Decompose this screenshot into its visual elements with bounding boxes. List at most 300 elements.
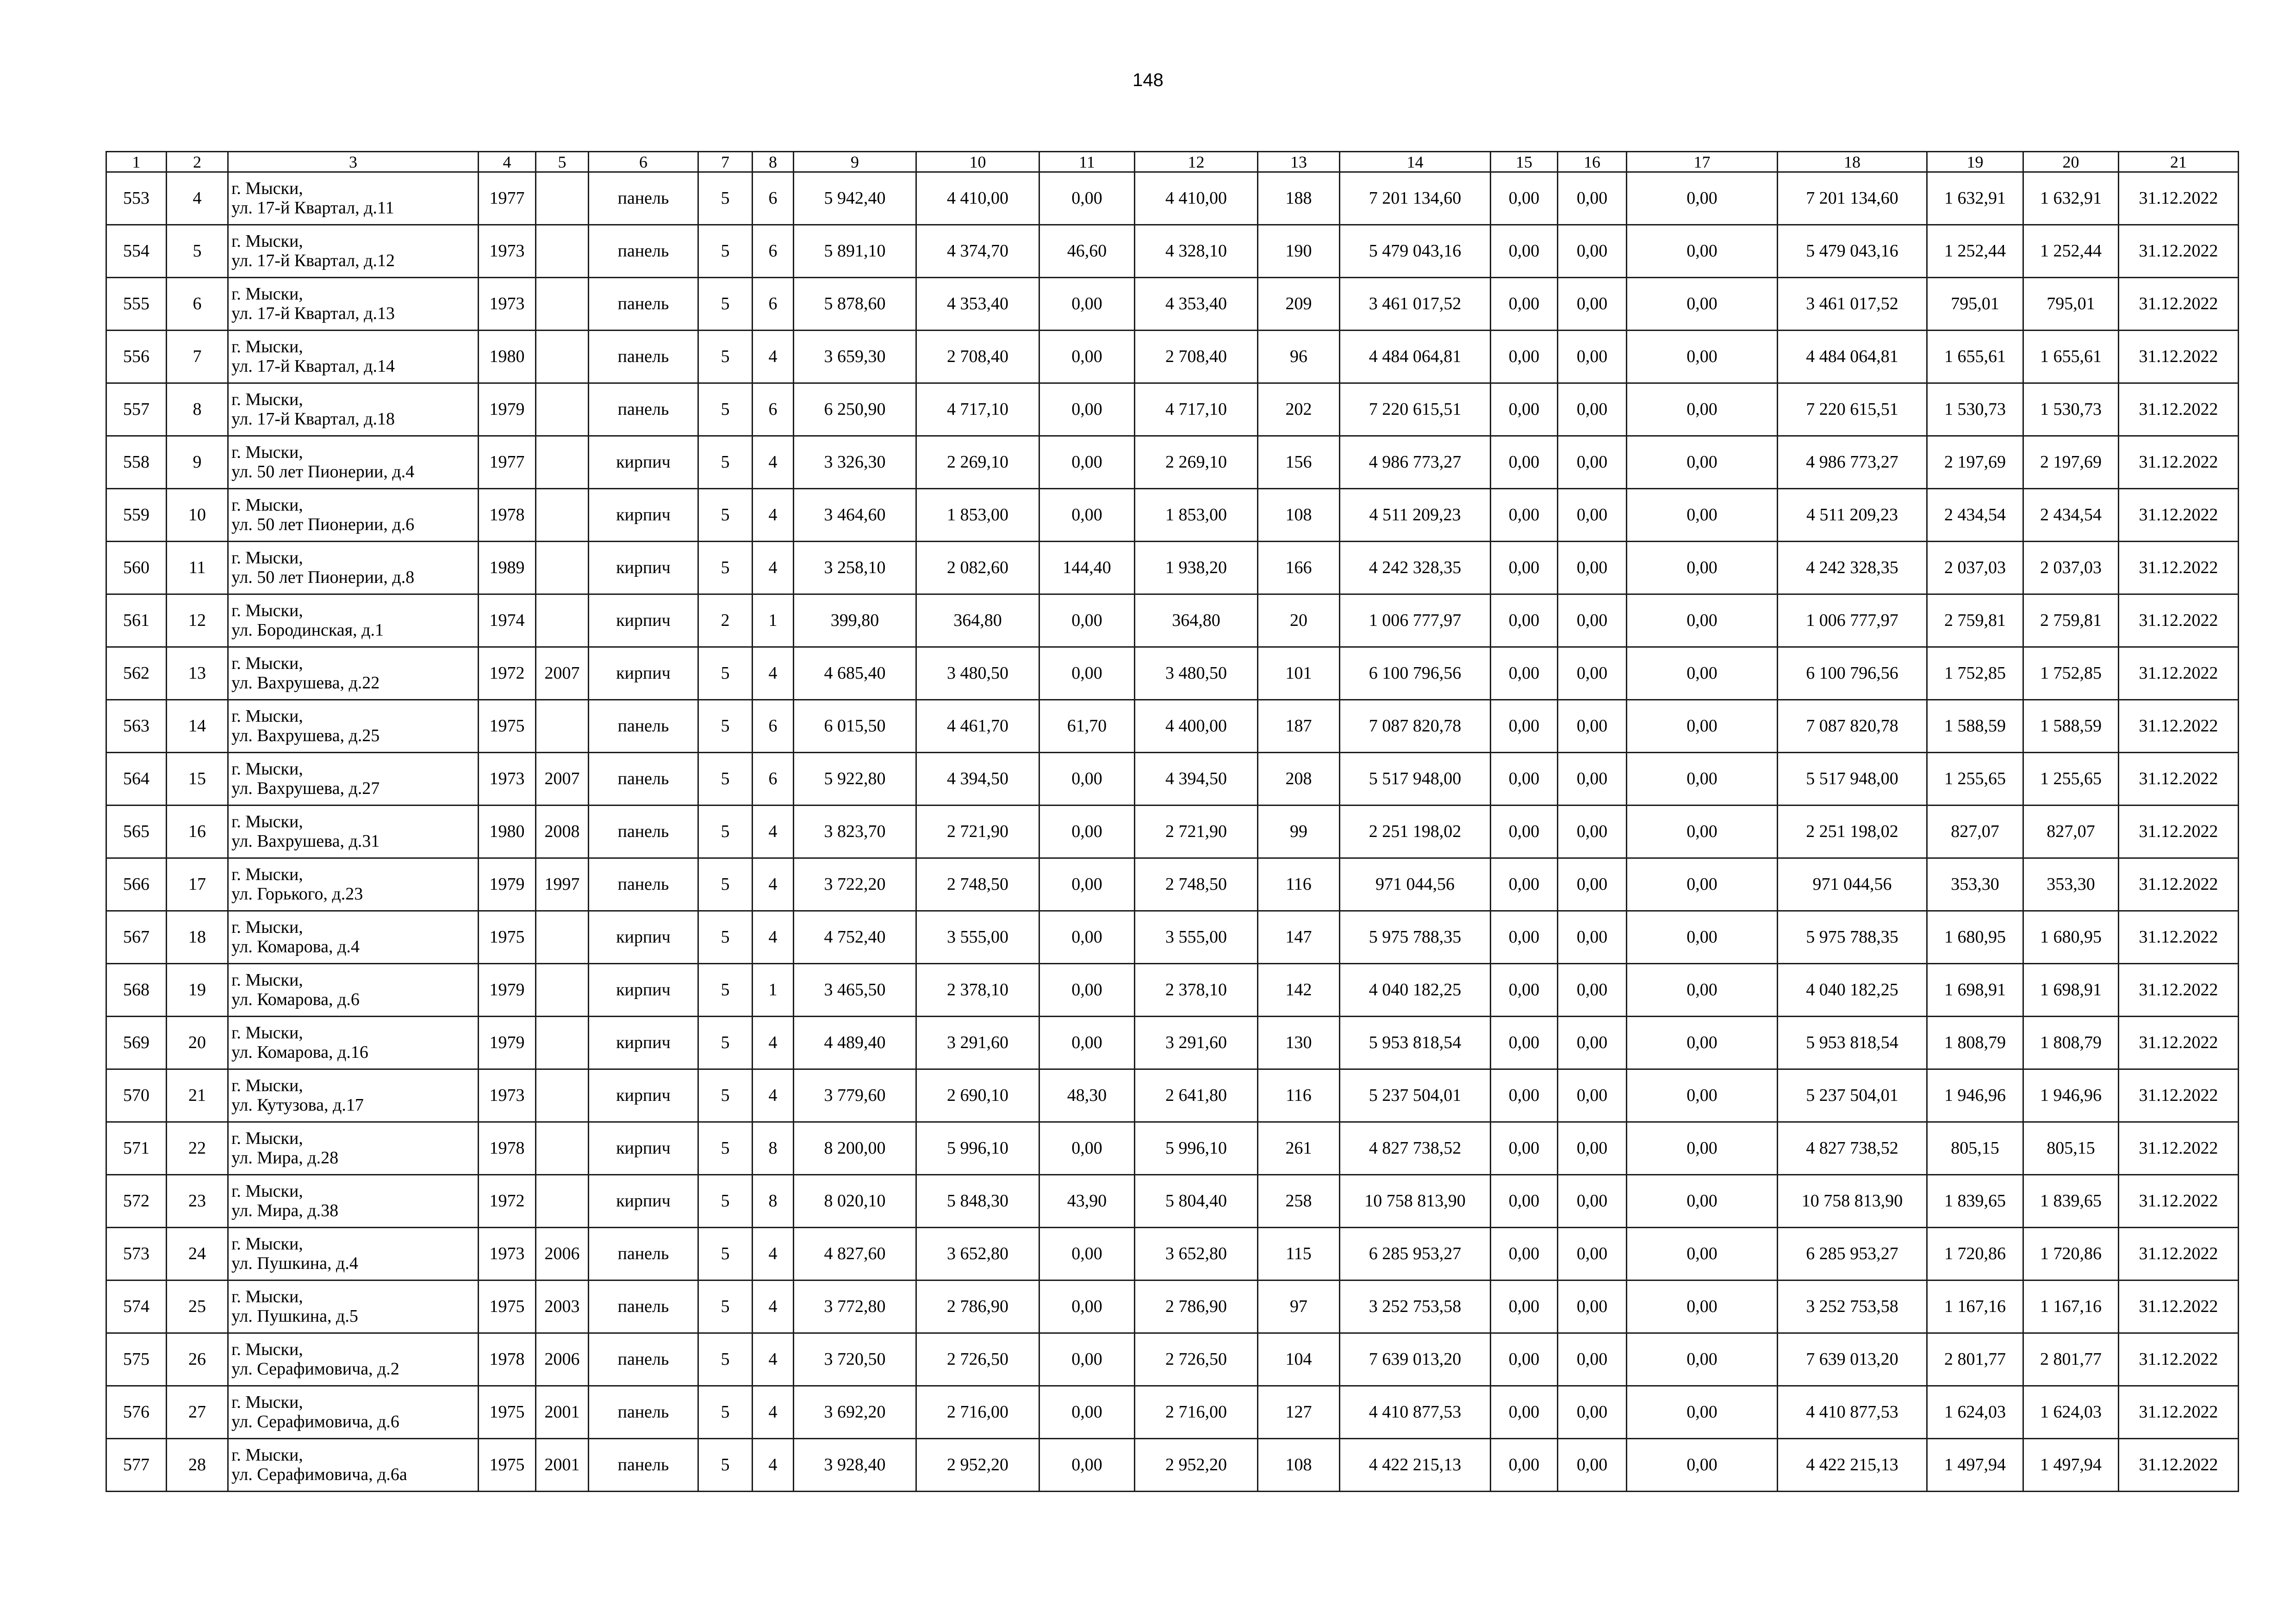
address-city: г. Мыски, [231, 654, 303, 674]
address-cell [228, 1439, 479, 1492]
commissioning-year-cell: 1972 [479, 1175, 536, 1228]
last-overhaul-year-cell [536, 331, 589, 383]
entrances-count-cell: 4 [753, 911, 794, 964]
owners-funds-cell: 5 975 788,35 [1778, 911, 1927, 964]
wall-material-cell: кирпич [589, 647, 698, 700]
address-street: ул. Мира, д.38 [231, 1200, 339, 1220]
completion-date-cell: 31.12.2022 [2119, 1333, 2239, 1386]
last-overhaul-year-cell: 2007 [536, 647, 589, 700]
commissioning-year-cell: 1972 [479, 647, 536, 700]
column-number-header: 12 [1135, 152, 1258, 172]
item-number-cell: 13 [167, 647, 228, 700]
residents-count-cell: 190 [1258, 225, 1340, 278]
owners-funds-cell: 4 986 773,27 [1778, 436, 1927, 489]
unit-cost-cell: 1 588,59 [1927, 700, 2023, 753]
completion-date-cell: 31.12.2022 [2119, 1122, 2239, 1175]
unit-cost-limit-cell: 1 530,73 [2023, 383, 2119, 436]
premises-area-cell: 3 480,50 [916, 647, 1039, 700]
data-table [106, 151, 2239, 1492]
last-overhaul-year-cell [536, 1017, 589, 1069]
unit-cost-limit-cell: 1 946,96 [2023, 1069, 2119, 1122]
address-cell [228, 383, 479, 436]
address-cell [228, 1017, 479, 1069]
total-area-cell: 399,80 [794, 594, 916, 647]
address-street: ул. Вахрушева, д.22 [231, 673, 380, 693]
address-cell [228, 172, 479, 225]
residents-count-cell: 147 [1258, 911, 1340, 964]
total-area-cell: 3 772,80 [794, 1280, 916, 1333]
entrances-count-cell: 4 [753, 858, 794, 911]
unit-cost-limit-cell: 2 434,54 [2023, 489, 2119, 542]
wall-material-cell: панель [589, 1386, 698, 1439]
commissioning-year-cell: 1975 [479, 1439, 536, 1492]
local-budget-share-cell: 0,00 [1627, 278, 1778, 331]
premises-area-residential-cell: 4 400,00 [1135, 700, 1258, 753]
table-row [106, 1228, 2239, 1280]
fund-share-cell: 0,00 [1491, 1333, 1558, 1386]
residents-count-cell: 261 [1258, 1122, 1340, 1175]
entrances-count-cell: 4 [753, 436, 794, 489]
regional-budget-share-cell: 0,00 [1558, 225, 1627, 278]
residents-count-cell: 188 [1258, 172, 1340, 225]
completion-date-cell: 31.12.2022 [2119, 489, 2239, 542]
local-budget-share-cell: 0,00 [1627, 1280, 1778, 1333]
repair-cost-total-cell: 4 242 328,35 [1340, 542, 1491, 594]
last-overhaul-year-cell: 2006 [536, 1333, 589, 1386]
commissioning-year-cell: 1989 [479, 542, 536, 594]
regional-budget-share-cell: 0,00 [1558, 964, 1627, 1017]
entrances-count-cell: 4 [753, 806, 794, 858]
repair-cost-total-cell: 3 461 017,52 [1340, 278, 1491, 331]
item-number-cell: 14 [167, 700, 228, 753]
unit-cost-limit-cell: 1 167,16 [2023, 1280, 2119, 1333]
address-city: г. Мыски, [231, 865, 303, 885]
address-cell [228, 1228, 479, 1280]
fund-share-cell: 0,00 [1491, 806, 1558, 858]
premises-area-residential-cell: 2 708,40 [1135, 331, 1258, 383]
unit-cost-cell: 353,30 [1927, 858, 2023, 911]
owners-funds-cell: 7 639 013,20 [1778, 1333, 1927, 1386]
total-area-cell: 4 827,60 [794, 1228, 916, 1280]
entrances-count-cell: 4 [753, 1333, 794, 1386]
last-overhaul-year-cell: 2007 [536, 753, 589, 806]
repair-cost-total-cell: 971 044,56 [1340, 858, 1491, 911]
table-row [106, 700, 2239, 753]
wall-material-cell: панель [589, 806, 698, 858]
table-row [106, 1069, 2239, 1122]
premises-area-cell: 2 716,00 [916, 1386, 1039, 1439]
regional-budget-share-cell: 0,00 [1558, 647, 1627, 700]
fund-share-cell: 0,00 [1491, 1386, 1558, 1439]
local-budget-share-cell: 0,00 [1627, 1228, 1778, 1280]
repair-cost-total-cell: 7 220 615,51 [1340, 383, 1491, 436]
residents-count-cell: 166 [1258, 542, 1340, 594]
commissioning-year-cell: 1980 [479, 331, 536, 383]
column-number-header: 3 [228, 152, 479, 172]
premises-area-cell: 4 394,50 [916, 753, 1039, 806]
owners-funds-cell: 7 201 134,60 [1778, 172, 1927, 225]
regional-budget-share-cell: 0,00 [1558, 383, 1627, 436]
unit-cost-cell: 1 255,65 [1927, 753, 2023, 806]
address-street: ул. Бородинская, д.1 [231, 620, 384, 640]
premises-area-residential-cell: 2 721,90 [1135, 806, 1258, 858]
completion-date-cell: 31.12.2022 [2119, 1228, 2239, 1280]
address-cell [228, 331, 479, 383]
column-number-header: 13 [1258, 152, 1340, 172]
premises-area-cell: 5 848,30 [916, 1175, 1039, 1228]
last-overhaul-year-cell [536, 489, 589, 542]
row-number-cell: 572 [106, 1175, 167, 1228]
column-number-header: 5 [536, 152, 589, 172]
wall-material-cell: панель [589, 383, 698, 436]
address-street: ул. Серафимовича, д.6 [231, 1412, 399, 1431]
owners-funds-cell: 5 517 948,00 [1778, 753, 1927, 806]
premises-area-other-cell: 0,00 [1039, 172, 1135, 225]
premises-area-residential-cell: 2 952,20 [1135, 1439, 1258, 1492]
wall-material-cell: панель [589, 753, 698, 806]
premises-area-residential-cell: 4 328,10 [1135, 225, 1258, 278]
total-area-cell: 3 326,30 [794, 436, 916, 489]
address-cell [228, 1069, 479, 1122]
entrances-count-cell: 4 [753, 1280, 794, 1333]
floors-count-cell: 5 [698, 700, 753, 753]
repair-cost-total-cell: 7 201 134,60 [1340, 172, 1491, 225]
floors-count-cell: 5 [698, 964, 753, 1017]
address-city: г. Мыски, [231, 1287, 303, 1307]
page-number: 148 [1132, 70, 1164, 90]
item-number-cell: 21 [167, 1069, 228, 1122]
address-cell [228, 436, 479, 489]
row-number-cell: 567 [106, 911, 167, 964]
regional-budget-share-cell: 0,00 [1558, 911, 1627, 964]
premises-area-cell: 3 555,00 [916, 911, 1039, 964]
premises-area-other-cell: 0,00 [1039, 647, 1135, 700]
regional-budget-share-cell: 0,00 [1558, 858, 1627, 911]
item-number-cell: 22 [167, 1122, 228, 1175]
regional-budget-share-cell: 0,00 [1558, 1175, 1627, 1228]
local-budget-share-cell: 0,00 [1627, 1069, 1778, 1122]
wall-material-cell: панель [589, 858, 698, 911]
unit-cost-limit-cell: 1 839,65 [2023, 1175, 2119, 1228]
address-city: г. Мыски, [231, 601, 303, 621]
row-number-cell: 559 [106, 489, 167, 542]
last-overhaul-year-cell [536, 964, 589, 1017]
local-budget-share-cell: 0,00 [1627, 489, 1778, 542]
total-area-cell: 8 020,10 [794, 1175, 916, 1228]
owners-funds-cell: 5 479 043,16 [1778, 225, 1927, 278]
last-overhaul-year-cell [536, 700, 589, 753]
owners-funds-cell: 2 251 198,02 [1778, 806, 1927, 858]
regional-budget-share-cell: 0,00 [1558, 1069, 1627, 1122]
owners-funds-cell: 4 827 738,52 [1778, 1122, 1927, 1175]
wall-material-cell: панель [589, 278, 698, 331]
fund-share-cell: 0,00 [1491, 1069, 1558, 1122]
wall-material-cell: панель [589, 225, 698, 278]
repair-cost-total-cell: 4 410 877,53 [1340, 1386, 1491, 1439]
residents-count-cell: 104 [1258, 1333, 1340, 1386]
commissioning-year-cell: 1973 [479, 1228, 536, 1280]
item-number-cell: 8 [167, 383, 228, 436]
table-row [106, 964, 2239, 1017]
address-street: ул. 50 лет Пионерии, д.6 [231, 514, 415, 534]
residents-count-cell: 116 [1258, 858, 1340, 911]
column-number-header: 4 [479, 152, 536, 172]
regional-budget-share-cell: 0,00 [1558, 331, 1627, 383]
table-row [106, 911, 2239, 964]
total-area-cell: 3 659,30 [794, 331, 916, 383]
commissioning-year-cell: 1980 [479, 806, 536, 858]
commissioning-year-cell: 1975 [479, 1386, 536, 1439]
row-number-cell: 568 [106, 964, 167, 1017]
address-city: г. Мыски, [231, 390, 303, 410]
column-number-header: 15 [1491, 152, 1558, 172]
wall-material-cell: панель [589, 1439, 698, 1492]
fund-share-cell: 0,00 [1491, 1280, 1558, 1333]
residents-count-cell: 108 [1258, 489, 1340, 542]
row-number-cell: 565 [106, 806, 167, 858]
row-number-cell: 557 [106, 383, 167, 436]
completion-date-cell: 31.12.2022 [2119, 278, 2239, 331]
repair-cost-total-cell: 4 422 215,13 [1340, 1439, 1491, 1492]
address-street: ул. 17-й Квартал, д.14 [231, 356, 395, 376]
residents-count-cell: 202 [1258, 383, 1340, 436]
premises-area-other-cell: 0,00 [1039, 331, 1135, 383]
premises-area-other-cell: 46,60 [1039, 225, 1135, 278]
regional-budget-share-cell: 0,00 [1558, 1439, 1627, 1492]
address-city: г. Мыски, [231, 1076, 303, 1096]
residents-count-cell: 258 [1258, 1175, 1340, 1228]
premises-area-other-cell: 0,00 [1039, 1017, 1135, 1069]
premises-area-cell: 5 996,10 [916, 1122, 1039, 1175]
row-number-cell: 555 [106, 278, 167, 331]
item-number-cell: 20 [167, 1017, 228, 1069]
repair-cost-total-cell: 5 953 818,54 [1340, 1017, 1491, 1069]
row-number-cell: 577 [106, 1439, 167, 1492]
premises-area-residential-cell: 4 410,00 [1135, 172, 1258, 225]
wall-material-cell: кирпич [589, 436, 698, 489]
last-overhaul-year-cell [536, 278, 589, 331]
completion-date-cell: 31.12.2022 [2119, 1439, 2239, 1492]
address-cell [228, 1122, 479, 1175]
address-street: ул. Комарова, д.6 [231, 989, 360, 1009]
regional-budget-share-cell: 0,00 [1558, 1017, 1627, 1069]
last-overhaul-year-cell [536, 225, 589, 278]
row-number-cell: 569 [106, 1017, 167, 1069]
address-street: ул. 50 лет Пионерии, д.4 [231, 462, 415, 481]
unit-cost-cell: 1 632,91 [1927, 172, 2023, 225]
floors-count-cell: 5 [698, 1069, 753, 1122]
premises-area-cell: 2 082,60 [916, 542, 1039, 594]
completion-date-cell: 31.12.2022 [2119, 1175, 2239, 1228]
unit-cost-cell: 1 624,03 [1927, 1386, 2023, 1439]
premises-area-residential-cell: 2 269,10 [1135, 436, 1258, 489]
wall-material-cell: панель [589, 172, 698, 225]
owners-funds-cell: 4 410 877,53 [1778, 1386, 1927, 1439]
commissioning-year-cell: 1975 [479, 700, 536, 753]
unit-cost-limit-cell: 1 720,86 [2023, 1228, 2119, 1280]
repair-cost-total-cell: 5 517 948,00 [1340, 753, 1491, 806]
unit-cost-cell: 2 037,03 [1927, 542, 2023, 594]
premises-area-residential-cell: 3 555,00 [1135, 911, 1258, 964]
address-street: ул. Серафимовича, д.6а [231, 1464, 407, 1484]
unit-cost-limit-cell: 2 197,69 [2023, 436, 2119, 489]
regional-budget-share-cell: 0,00 [1558, 700, 1627, 753]
row-number-cell: 574 [106, 1280, 167, 1333]
premises-area-residential-cell: 1 938,20 [1135, 542, 1258, 594]
local-budget-share-cell: 0,00 [1627, 542, 1778, 594]
entrances-count-cell: 4 [753, 1386, 794, 1439]
local-budget-share-cell: 0,00 [1627, 1017, 1778, 1069]
repair-cost-total-cell: 10 758 813,90 [1340, 1175, 1491, 1228]
repair-cost-total-cell: 4 827 738,52 [1340, 1122, 1491, 1175]
row-number-cell: 566 [106, 858, 167, 911]
row-number-cell: 573 [106, 1228, 167, 1280]
completion-date-cell: 31.12.2022 [2119, 647, 2239, 700]
premises-area-cell: 2 748,50 [916, 858, 1039, 911]
column-number-row [106, 152, 2239, 172]
wall-material-cell: кирпич [589, 911, 698, 964]
last-overhaul-year-cell [536, 542, 589, 594]
floors-count-cell: 5 [698, 806, 753, 858]
entrances-count-cell: 6 [753, 278, 794, 331]
item-number-cell: 23 [167, 1175, 228, 1228]
unit-cost-cell: 1 530,73 [1927, 383, 2023, 436]
item-number-cell: 18 [167, 911, 228, 964]
entrances-count-cell: 4 [753, 1228, 794, 1280]
address-city: г. Мыски, [231, 1234, 303, 1254]
premises-area-residential-cell: 4 717,10 [1135, 383, 1258, 436]
total-area-cell: 5 922,80 [794, 753, 916, 806]
address-street: ул. 50 лет Пионерии, д.8 [231, 567, 415, 587]
entrances-count-cell: 4 [753, 1017, 794, 1069]
repair-cost-total-cell: 5 479 043,16 [1340, 225, 1491, 278]
wall-material-cell: кирпич [589, 542, 698, 594]
row-number-cell: 561 [106, 594, 167, 647]
fund-share-cell: 0,00 [1491, 436, 1558, 489]
residents-count-cell: 20 [1258, 594, 1340, 647]
unit-cost-cell: 1 946,96 [1927, 1069, 2023, 1122]
repair-cost-total-cell: 1 006 777,97 [1340, 594, 1491, 647]
unit-cost-cell: 1 497,94 [1927, 1439, 2023, 1492]
premises-area-other-cell: 0,00 [1039, 436, 1135, 489]
total-area-cell: 4 489,40 [794, 1017, 916, 1069]
premises-area-cell: 4 353,40 [916, 278, 1039, 331]
address-city: г. Мыски, [231, 1445, 303, 1465]
premises-area-other-cell: 0,00 [1039, 278, 1135, 331]
row-number-cell: 575 [106, 1333, 167, 1386]
column-number-header: 21 [2119, 152, 2239, 172]
address-cell [228, 1386, 479, 1439]
address-city: г. Мыски, [231, 337, 303, 357]
address-street: ул. 17-й Квартал, д.18 [231, 409, 395, 429]
premises-area-cell: 2 690,10 [916, 1069, 1039, 1122]
unit-cost-limit-cell: 1 655,61 [2023, 331, 2119, 383]
premises-area-cell: 4 461,70 [916, 700, 1039, 753]
floors-count-cell: 5 [698, 858, 753, 911]
premises-area-other-cell: 0,00 [1039, 489, 1135, 542]
table-row [106, 172, 2239, 225]
premises-area-cell: 4 410,00 [916, 172, 1039, 225]
owners-funds-cell: 1 006 777,97 [1778, 594, 1927, 647]
local-budget-share-cell: 0,00 [1627, 647, 1778, 700]
item-number-cell: 24 [167, 1228, 228, 1280]
address-cell [228, 489, 479, 542]
premises-area-residential-cell: 1 853,00 [1135, 489, 1258, 542]
last-overhaul-year-cell [536, 594, 589, 647]
unit-cost-cell: 1 655,61 [1927, 331, 2023, 383]
floors-count-cell: 5 [698, 1439, 753, 1492]
residents-count-cell: 127 [1258, 1386, 1340, 1439]
address-city: г. Мыски, [231, 1023, 303, 1043]
regional-budget-share-cell: 0,00 [1558, 1280, 1627, 1333]
completion-date-cell: 31.12.2022 [2119, 1017, 2239, 1069]
address-cell [228, 225, 479, 278]
floors-count-cell: 5 [698, 172, 753, 225]
residents-count-cell: 96 [1258, 331, 1340, 383]
table-row [106, 1175, 2239, 1228]
row-number-cell: 554 [106, 225, 167, 278]
item-number-cell: 7 [167, 331, 228, 383]
unit-cost-cell: 1 839,65 [1927, 1175, 2023, 1228]
last-overhaul-year-cell [536, 436, 589, 489]
table-row [106, 225, 2239, 278]
premises-area-residential-cell: 3 291,60 [1135, 1017, 1258, 1069]
unit-cost-cell: 2 801,77 [1927, 1333, 2023, 1386]
address-cell [228, 1175, 479, 1228]
premises-area-other-cell: 0,00 [1039, 911, 1135, 964]
completion-date-cell: 31.12.2022 [2119, 858, 2239, 911]
premises-area-residential-cell: 4 394,50 [1135, 753, 1258, 806]
repair-cost-total-cell: 4 040 182,25 [1340, 964, 1491, 1017]
address-street: ул. Пушкина, д.4 [231, 1253, 358, 1273]
unit-cost-cell: 827,07 [1927, 806, 2023, 858]
item-number-cell: 17 [167, 858, 228, 911]
floors-count-cell: 5 [698, 383, 753, 436]
unit-cost-cell: 1 808,79 [1927, 1017, 2023, 1069]
address-city: г. Мыски, [231, 1340, 303, 1360]
unit-cost-limit-cell: 1 680,95 [2023, 911, 2119, 964]
last-overhaul-year-cell [536, 1069, 589, 1122]
fund-share-cell: 0,00 [1491, 700, 1558, 753]
repair-cost-total-cell: 4 511 209,23 [1340, 489, 1491, 542]
fund-share-cell: 0,00 [1491, 911, 1558, 964]
owners-funds-cell: 5 237 504,01 [1778, 1069, 1927, 1122]
column-number-header: 20 [2023, 152, 2119, 172]
floors-count-cell: 5 [698, 331, 753, 383]
entrances-count-cell: 6 [753, 753, 794, 806]
premises-area-cell: 2 269,10 [916, 436, 1039, 489]
regional-budget-share-cell: 0,00 [1558, 278, 1627, 331]
address-city: г. Мыски, [231, 706, 303, 726]
residents-count-cell: 142 [1258, 964, 1340, 1017]
column-number-header: 6 [589, 152, 698, 172]
regional-budget-share-cell: 0,00 [1558, 594, 1627, 647]
fund-share-cell: 0,00 [1491, 858, 1558, 911]
premises-area-cell: 4 374,70 [916, 225, 1039, 278]
unit-cost-limit-cell: 1 497,94 [2023, 1439, 2119, 1492]
column-number-header: 10 [916, 152, 1039, 172]
address-city: г. Мыски, [231, 918, 303, 937]
floors-count-cell: 5 [698, 1122, 753, 1175]
wall-material-cell: кирпич [589, 489, 698, 542]
unit-cost-cell: 795,01 [1927, 278, 2023, 331]
item-number-cell: 11 [167, 542, 228, 594]
fund-share-cell: 0,00 [1491, 172, 1558, 225]
local-budget-share-cell: 0,00 [1627, 700, 1778, 753]
commissioning-year-cell: 1975 [479, 911, 536, 964]
total-area-cell: 3 258,10 [794, 542, 916, 594]
wall-material-cell: кирпич [589, 964, 698, 1017]
